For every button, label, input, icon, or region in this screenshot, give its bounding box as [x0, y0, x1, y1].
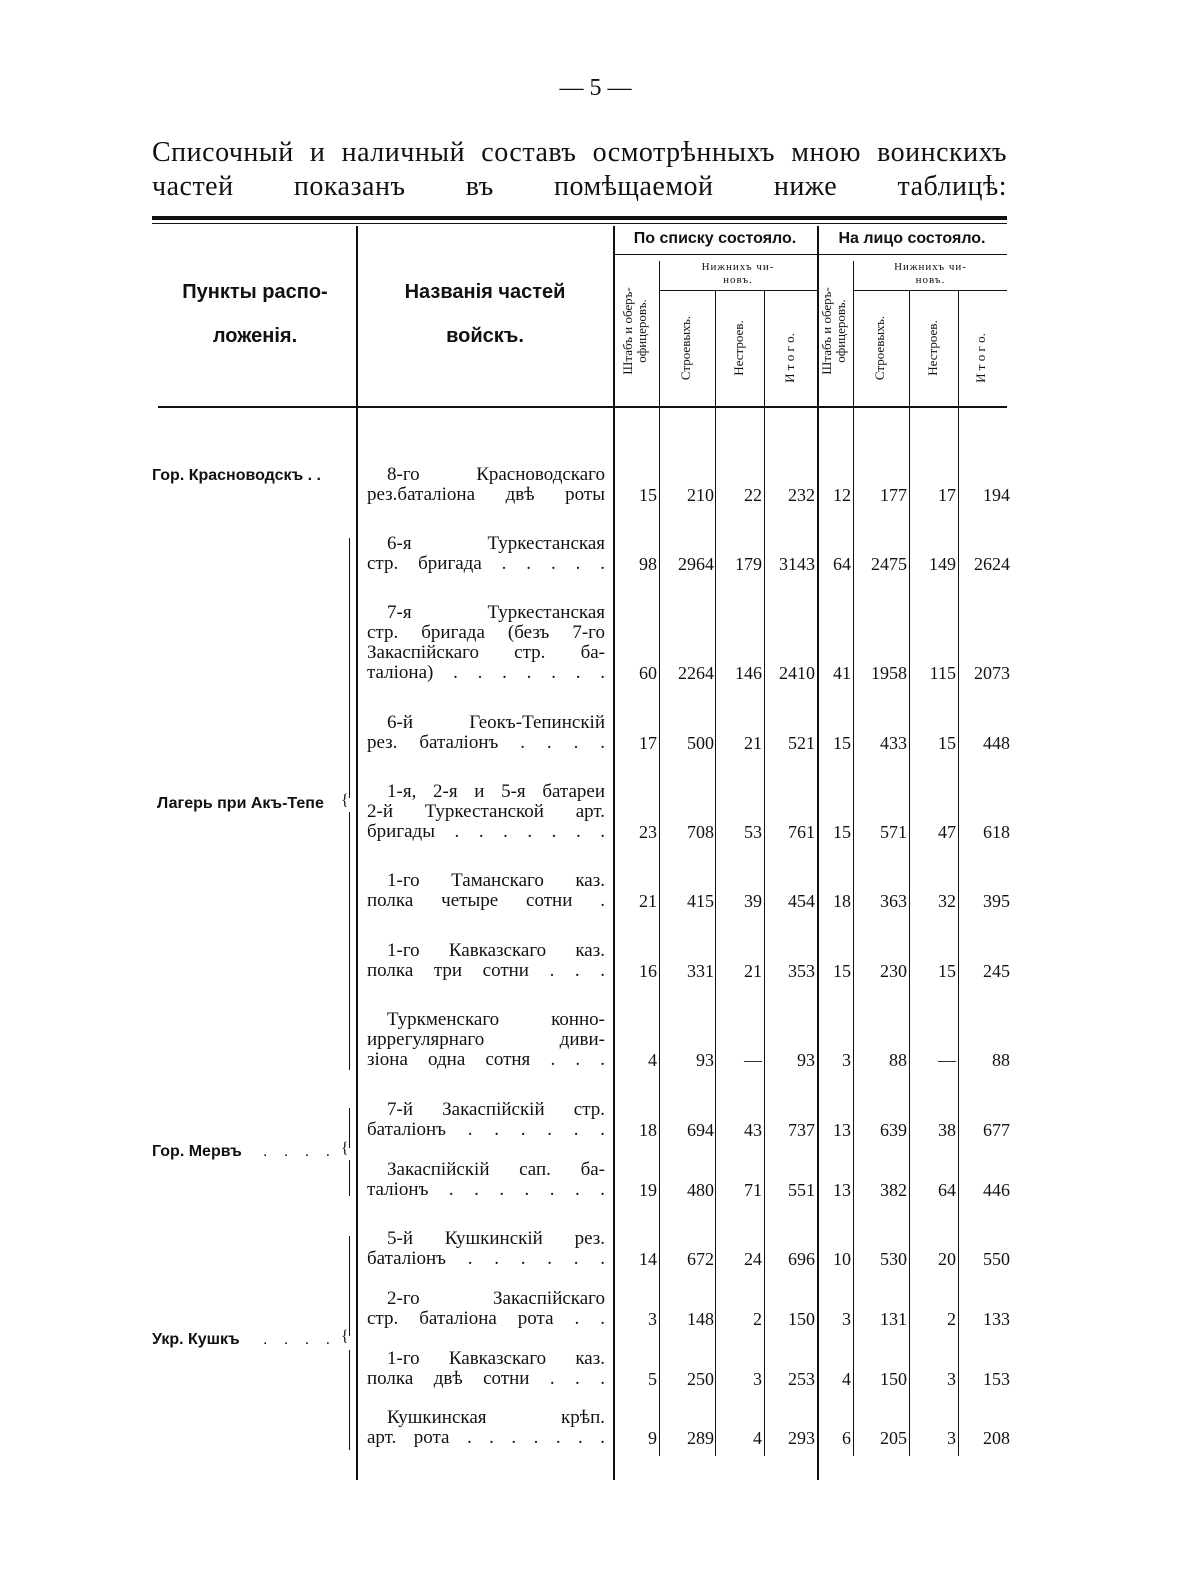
- place-krasnovodsk: Гор. Красноводскъ . .: [152, 467, 321, 484]
- unit-name-line: таліона) . . . . . . .: [367, 662, 605, 683]
- table-cell: 550: [983, 1249, 1010, 1269]
- table-cell: 230: [880, 961, 907, 981]
- table-cell: 17: [938, 485, 956, 505]
- table-cell: 21: [744, 961, 762, 981]
- table-cell: 15: [639, 485, 657, 505]
- table-cell: 9: [648, 1428, 657, 1448]
- table-cell: 22: [744, 485, 762, 505]
- table-cell: 448: [983, 733, 1010, 753]
- table-cell: 250: [687, 1369, 714, 1389]
- place-merv: Гор. Мервъ: [152, 1143, 242, 1160]
- table-cell: 2624: [974, 554, 1010, 574]
- table-cell: 53: [744, 822, 762, 842]
- table-cell: 696: [788, 1249, 815, 1269]
- table-cell: 521: [788, 733, 815, 753]
- unit-name: [367, 1100, 605, 1140]
- table-cell: 13: [833, 1180, 851, 1200]
- table-cell: 2: [947, 1309, 956, 1329]
- unit-name-line: 6-я Туркестанская: [387, 533, 605, 554]
- table-cell: 530: [880, 1249, 907, 1269]
- table-cell: 88: [889, 1050, 907, 1070]
- table-cell: 551: [788, 1180, 815, 1200]
- unit-name: [367, 1349, 605, 1389]
- table-cell: 43: [744, 1120, 762, 1140]
- table-cell: 3: [753, 1369, 762, 1389]
- place-kushk: Укр. Кушкъ: [152, 1331, 240, 1348]
- table-cell: 150: [788, 1309, 815, 1329]
- unit-name-line: Кушкинская крѣп.: [387, 1407, 605, 1428]
- header-total-present: И т о г о.: [973, 333, 988, 383]
- table-cell: 293: [788, 1428, 815, 1448]
- table-cell: 500: [687, 733, 714, 753]
- table-cell: 149: [929, 554, 956, 574]
- unit-name-line: баталіонъ . . . . . .: [367, 1119, 605, 1140]
- table-cell: 15: [833, 961, 851, 981]
- unit-name-line: стр. баталіона рота . .: [367, 1308, 605, 1329]
- table-cell: 353: [788, 961, 815, 981]
- unit-name-line: полка двѣ сотни . . .: [367, 1368, 605, 1389]
- unit-name: [367, 1010, 605, 1070]
- table-cell: 454: [788, 891, 815, 911]
- table-cell: 331: [687, 961, 714, 981]
- table-cell: 5: [648, 1369, 657, 1389]
- header-officers-present: Штабъ и оберъ- офицеровъ.: [819, 287, 848, 375]
- top-rule-thin: [152, 223, 1007, 224]
- table-cell: 4: [753, 1428, 762, 1448]
- table-cell: 179: [735, 554, 762, 574]
- unit-name-line: 1-го Таманскаго каз.: [387, 870, 605, 891]
- table-cell: 4: [842, 1369, 851, 1389]
- table-cell: 446: [983, 1180, 1010, 1200]
- table-cell: 21: [639, 891, 657, 911]
- table-cell: 737: [788, 1120, 815, 1140]
- header-group-present: На лицо состояло.: [838, 230, 986, 247]
- table-cell: 17: [639, 733, 657, 753]
- unit-name-line: 1-го Кавказскаго каз.: [387, 1348, 605, 1369]
- table-cell: 10: [833, 1249, 851, 1269]
- table-cell: 6: [842, 1428, 851, 1448]
- table-cell: 23: [639, 822, 657, 842]
- table-cell: 363: [880, 891, 907, 911]
- table-cell: 93: [696, 1050, 714, 1070]
- unit-name-line: полка три сотни . . .: [367, 960, 605, 981]
- table-cell: 133: [983, 1309, 1010, 1329]
- header-combatant-present: Строевыхъ.: [872, 315, 887, 381]
- table-cell: 12: [833, 485, 851, 505]
- table-cell: 433: [880, 733, 907, 753]
- table-cell: 19: [639, 1180, 657, 1200]
- unit-name-line: стр. бригада . . . . .: [367, 553, 605, 574]
- table-cell: 761: [788, 822, 815, 842]
- table-cell: 18: [639, 1120, 657, 1140]
- unit-name-line: рез.баталіона двѣ роты: [367, 484, 605, 505]
- place-dots-kushk: . . . .: [263, 1331, 337, 1348]
- unit-name-line: Закаспійскаго стр. ба-: [367, 642, 605, 663]
- table-cell: 15: [833, 822, 851, 842]
- table-cell: 571: [880, 822, 907, 842]
- table-cell: 2410: [779, 663, 815, 683]
- table-cell: 177: [880, 485, 907, 505]
- table-cell: 88: [992, 1050, 1010, 1070]
- unit-name: [367, 871, 605, 911]
- table-cell: 639: [880, 1120, 907, 1140]
- table-cell: 3143: [779, 554, 815, 574]
- table-cell: 24: [744, 1249, 762, 1269]
- table-cell: 21: [744, 733, 762, 753]
- header-group-list: По списку состояло.: [633, 230, 797, 247]
- table-cell: 15: [938, 961, 956, 981]
- table-cell: 694: [687, 1120, 714, 1140]
- place-dots-merv: . . . .: [263, 1143, 337, 1160]
- unit-name: [367, 782, 605, 842]
- unit-name-line: 7-й Закаспійскій стр.: [387, 1099, 605, 1120]
- unit-name-line: 2-го Закаспійскаго: [387, 1288, 605, 1309]
- unit-name-line: 8-го Красноводскаго: [387, 464, 605, 485]
- table-cell: 677: [983, 1120, 1010, 1140]
- table-cell: 382: [880, 1180, 907, 1200]
- page-number: — 5 —: [559, 75, 632, 101]
- table-cell: 98: [639, 554, 657, 574]
- table-cell: 2475: [871, 554, 907, 574]
- table-cell: 71: [744, 1180, 762, 1200]
- table-cell: 289: [687, 1428, 714, 1448]
- unit-name-line: 1-я, 2-я и 5-я батареи: [387, 781, 605, 802]
- unit-name-line: полка четыре сотни .: [367, 890, 605, 911]
- table-cell: 32: [938, 891, 956, 911]
- table-cell: 618: [983, 822, 1010, 842]
- table-cell: 2073: [974, 663, 1010, 683]
- table-cell: 150: [880, 1369, 907, 1389]
- header-combatant-list: Строевыхъ.: [678, 315, 693, 381]
- unit-name: [367, 465, 605, 505]
- table-cell: 2: [753, 1309, 762, 1329]
- intro-paragraph: Списочный и наличный составъ осмотрѣнныхъ мною воинскихъ частей показанъ въ помѣщаемой ниже таблицѣ:: [152, 137, 1007, 202]
- unit-name-line: Туркменскаго конно-: [387, 1009, 605, 1030]
- table-cell: 64: [833, 554, 851, 574]
- table-cell: 47: [938, 822, 956, 842]
- table-cell: 148: [687, 1309, 714, 1329]
- table-cell: 131: [880, 1309, 907, 1329]
- header-noncombatant-present: Нестроев.: [925, 320, 940, 376]
- unit-name: [367, 941, 605, 981]
- unit-name-line: таліонъ . . . . . . .: [367, 1179, 605, 1200]
- table-cell: 194: [983, 485, 1010, 505]
- unit-name: [367, 534, 605, 574]
- place-ak-tepe: Лагерь при Акъ-Тепе: [157, 795, 324, 812]
- header-total-list: И т о г о.: [782, 333, 797, 383]
- unit-name-line: зіона одна сотня . . .: [367, 1049, 605, 1070]
- table-cell: 2264: [678, 663, 714, 683]
- unit-name: [367, 1160, 605, 1200]
- unit-name-line: рез. баталіонъ . . . .: [367, 732, 605, 753]
- table-cell: 39: [744, 891, 762, 911]
- table-cell: 60: [639, 663, 657, 683]
- unit-name-line: баталіонъ . . . . . .: [367, 1248, 605, 1269]
- table-cell: 395: [983, 891, 1010, 911]
- table-cell: 232: [788, 485, 815, 505]
- table-cell: 3: [842, 1050, 851, 1070]
- unit-name-line: 2-й Туркестанской арт.: [367, 801, 605, 822]
- table-cell: 13: [833, 1120, 851, 1140]
- table-cell: 3: [947, 1369, 956, 1389]
- unit-name-line: стр. бригада (безъ 7-го: [367, 622, 605, 643]
- top-rule-thick: [152, 216, 1007, 220]
- unit-name-line: 5-й Кушкинскій рез.: [387, 1228, 605, 1249]
- unit-name: [367, 1289, 605, 1329]
- table-cell: 208: [983, 1428, 1010, 1448]
- table-cell: —: [938, 1050, 956, 1070]
- table-cell: 253: [788, 1369, 815, 1389]
- table-cell: 210: [687, 485, 714, 505]
- unit-name-line: арт. рота . . . . . . .: [367, 1427, 605, 1448]
- table-cell: 64: [938, 1180, 956, 1200]
- table-cell: 15: [938, 733, 956, 753]
- unit-name-line: 6-й Геокъ-Тепинскій: [387, 712, 605, 733]
- unit-name-line: 7-я Туркестанская: [387, 602, 605, 623]
- table-cell: 15: [833, 733, 851, 753]
- unit-name-line: иррегулярнаго диви-: [367, 1029, 605, 1050]
- unit-name-line: Закаспійскій сап. ба-: [387, 1159, 605, 1180]
- table-cell: 153: [983, 1369, 1010, 1389]
- table-cell: 245: [983, 961, 1010, 981]
- table-cell: 480: [687, 1180, 714, 1200]
- table-cell: 3: [648, 1309, 657, 1329]
- table-cell: 18: [833, 891, 851, 911]
- header-officers-list: Штабъ и оберъ- офицеровъ.: [620, 287, 649, 375]
- unit-name: [367, 713, 605, 753]
- unit-name-line: 1-го Кавказскаго каз.: [387, 940, 605, 961]
- table-cell: 41: [833, 663, 851, 683]
- table-cell: 93: [797, 1050, 815, 1070]
- table-cell: 16: [639, 961, 657, 981]
- table-cell: 1958: [871, 663, 907, 683]
- table-cell: 2964: [678, 554, 714, 574]
- unit-name-line: бригады . . . . . . .: [367, 821, 605, 842]
- table-cell: —: [744, 1050, 762, 1070]
- table-cell: 415: [687, 891, 714, 911]
- table-cell: 3: [947, 1428, 956, 1448]
- table-cell: 672: [687, 1249, 714, 1269]
- unit-name: [367, 1229, 605, 1269]
- table-cell: 205: [880, 1428, 907, 1448]
- unit-name: [367, 1408, 605, 1448]
- table-cell: 3: [842, 1309, 851, 1329]
- table-cell: 20: [938, 1249, 956, 1269]
- table-cell: 14: [639, 1249, 657, 1269]
- header-noncombatant-list: Нестроев.: [731, 320, 746, 376]
- unit-name: [367, 603, 605, 683]
- table-cell: 38: [938, 1120, 956, 1140]
- table-cell: 708: [687, 822, 714, 842]
- table-cell: 146: [735, 663, 762, 683]
- table-cell: 4: [648, 1050, 657, 1070]
- table-cell: 115: [929, 663, 956, 683]
